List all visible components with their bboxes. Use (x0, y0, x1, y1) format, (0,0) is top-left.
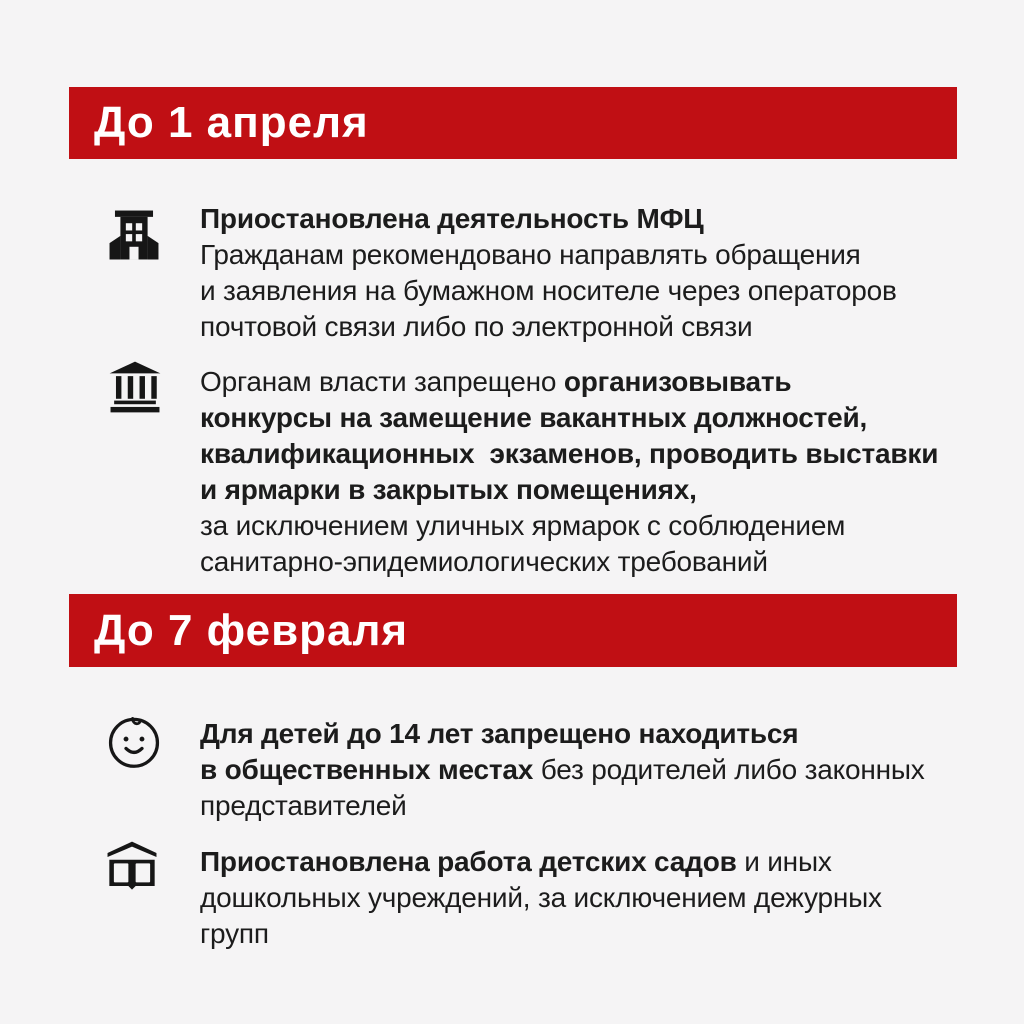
text-line: и ярмарки в закрытых помещениях, (200, 474, 697, 505)
text-line: представителей (200, 790, 407, 821)
item-children-text (200, 716, 925, 824)
text-line: дошкольных учреждений, за исключением дежурных (200, 882, 882, 913)
text-line: квалификационных экзаменов, проводить выставки (200, 438, 939, 469)
banner-april-title: До 1 апреля (94, 98, 369, 147)
banner-february-title: До 7 февраля (94, 605, 409, 655)
text-line: групп (200, 918, 269, 949)
text-line: Гражданам рекомендовано направлять обращения (200, 239, 861, 270)
item-authorities-text (200, 364, 938, 580)
baby-face-icon (104, 710, 164, 770)
item-mfc-text (200, 201, 897, 345)
text-line: Приостановлена работа детских садов и иных (200, 846, 832, 877)
text-line: санитарно-эпидемиологических требований (200, 546, 768, 577)
text-line: в общественных местах без родителей либо законных (200, 754, 925, 785)
text-line: конкурсы на замещение вакантных должностей, (200, 402, 868, 433)
mfc-headline: Приостановлена деятельность МФЦ (200, 203, 704, 234)
open-book-icon (102, 838, 162, 896)
text-line (200, 201, 897, 237)
text-line: Органам власти запрещено организовывать (200, 366, 792, 397)
text-line: Для детей до 14 лет запрещено находиться (200, 718, 799, 749)
item-kindergartens-text (200, 844, 882, 952)
office-building-icon (104, 206, 164, 264)
banner-february (69, 594, 957, 667)
banner-april (69, 87, 957, 159)
government-building-icon (106, 358, 164, 416)
text-line: почтовой связи либо по электронной связи (200, 311, 753, 342)
text-line: и заявления на бумажном носителе через операторов (200, 275, 897, 306)
text-line: за исключением уличных ярмарок с соблюдением (200, 510, 846, 541)
